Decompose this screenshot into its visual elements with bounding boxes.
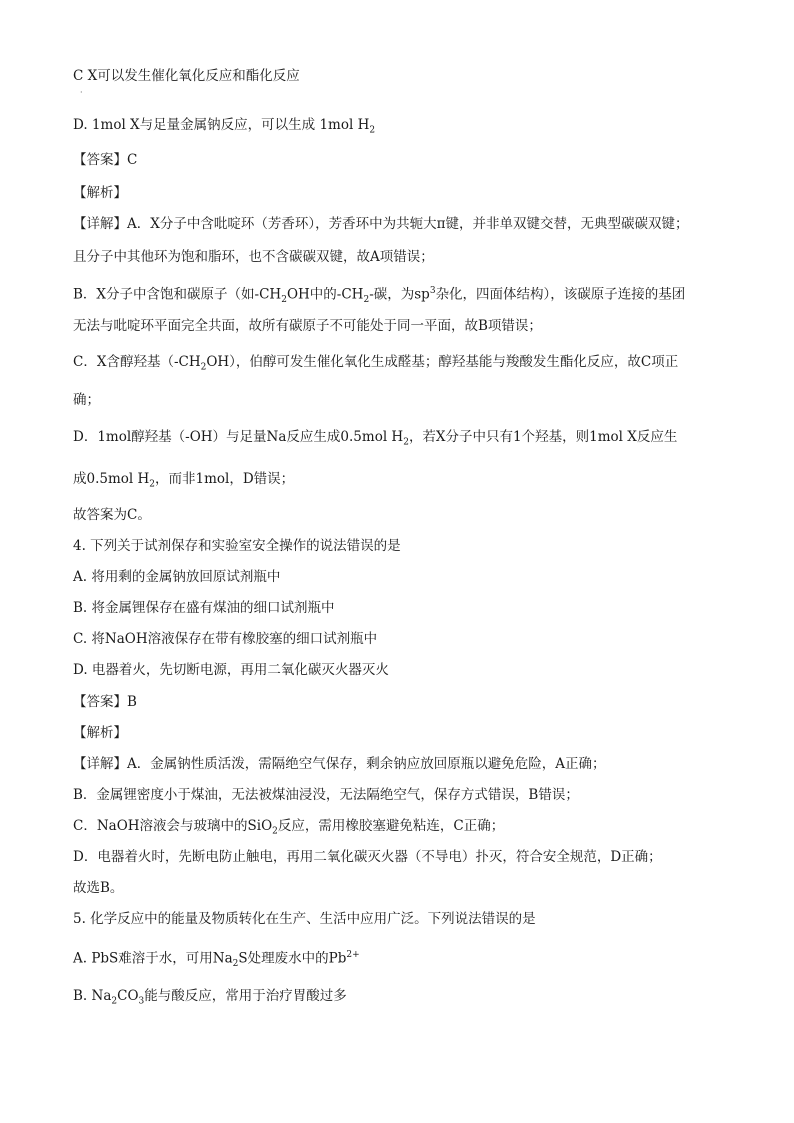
answer-text: 【答案】C	[73, 152, 138, 168]
subscript: 2	[111, 996, 118, 1007]
superscript: 2+	[346, 950, 360, 960]
detail-b-text-4: 杂化，四面体结构），该碳原子连接的基团	[435, 286, 686, 303]
detail-c-cont-text: 确；	[73, 392, 100, 408]
option-c-line	[73, 66, 300, 86]
q4-option-b-text: B. 将金属锂保存在盛有煤油的细口试剂瓶中	[73, 600, 335, 616]
option-c-text: C X可以发生催化氧化反应和酯化反应	[73, 68, 300, 84]
detail-c-cont-line	[73, 390, 100, 410]
analysis-label	[73, 183, 127, 203]
option-d-line	[73, 115, 375, 141]
detail-d-cont-text-2: ，而非1mol，D错误；	[155, 471, 295, 487]
detail-a-cont-text: 且分子中其他环为饱和脂环，也不含碳碳双键，故A项错误；	[73, 249, 434, 265]
q4-option-c-text: C. 将NaOH溶液保存在带有橡胶塞的细口试剂瓶中	[73, 631, 378, 647]
detail2-c-text-2: 反应，需用橡胶塞避免粘连，C正确；	[277, 818, 505, 834]
answer-label-2	[73, 692, 137, 712]
subscript: 2	[272, 826, 278, 837]
question-4-option-c	[73, 629, 377, 649]
detail2-b-text: B．金属锂密度小于煤油，无法被煤油浸没，无法隔绝空气，保存方式错误，B错误；	[73, 787, 579, 803]
conclusion-text: 故答案为C。	[73, 507, 151, 523]
detail-b-text-3: -碳，为sp	[369, 286, 430, 303]
conclusion-line-2	[73, 878, 123, 898]
q4-option-a-text: A. 将用剩的金属钠放回原试剂瓶中	[73, 569, 281, 585]
answer-text-2: 【答案】B	[73, 694, 137, 710]
q5-option-b-text-2: CO	[117, 988, 139, 1004]
detail-d-text-2: ，若X分子中只有1个羟基，则1mol X反应生	[408, 429, 678, 445]
detail-d-text-1: D．1mol醇羟基（-OH）与足量Na反应生成0.5mol H	[73, 429, 404, 445]
q5-option-a-text-2: S处理废水中的Pb	[238, 950, 347, 967]
subscript: 3	[138, 996, 145, 1007]
question-4-option-d	[73, 660, 389, 680]
detail2-b-line	[73, 785, 579, 805]
answer-label	[73, 150, 137, 170]
detail-d-cont-line	[73, 469, 294, 495]
q4-option-d-text: D. 电器着火，先切断电源，再用二氧化碳灭火器灭火	[73, 662, 389, 678]
subscript: 2	[149, 479, 156, 490]
q5-option-a-text-1: A. PbS难溶于水，可用Na	[73, 950, 233, 967]
conclusion-line	[73, 505, 151, 525]
option-d-text: D. 1mol X与足量金属钠反应，可以生成 1mol H	[73, 117, 370, 133]
subscript: 2	[363, 295, 370, 306]
detail2-c-text-1: C．NaOH溶液会与玻璃中的SiO	[73, 818, 273, 834]
detail-a-text: 【详解】A．X分子中含吡啶环（芳香环），芳香环中为共轭大π键，并非单双键交替，无典型碳碳双键；	[73, 216, 689, 232]
detail2-d-line	[73, 847, 662, 867]
question-4-option-b	[73, 598, 335, 618]
conclusion-text-2: 故选B。	[73, 880, 124, 896]
question-5-text: 5. 化学反应中的能量及物质转化在生产、生活中应用广泛。下列说法错误的是	[73, 911, 536, 927]
detail-b-text-2: OH中的-CH	[286, 286, 364, 303]
detail2-c-line	[73, 816, 504, 842]
detail-c-text-2: OH），伯醇可发生催化氧化生成醛基；醇羟基能与羧酸发生酯化反应，故C项正	[206, 354, 679, 370]
bullet-dot: ·	[80, 88, 83, 97]
detail-b-cont-text: 无法与吡啶环平面完全共面，故所有碳原子不可能处于同一平面，故B项错误；	[73, 318, 542, 334]
subscript: 2	[369, 125, 376, 136]
analysis-text: 【解析】	[73, 185, 127, 201]
detail2-a-line	[73, 754, 606, 774]
question-4-option-a	[73, 567, 280, 587]
q5-option-b-text-3: 能与酸反应，常用于治疗胃酸过多	[144, 988, 347, 1004]
question-5-title	[73, 909, 536, 929]
detail-d-cont-text-1: 成0.5mol H	[73, 471, 150, 487]
q5-option-b-text-1: B. Na	[73, 988, 112, 1004]
detail-c-line	[73, 352, 678, 378]
analysis-text-2: 【解析】	[73, 725, 127, 741]
detail-b-cont-line	[73, 316, 542, 336]
subscript: 2	[281, 295, 287, 306]
detail2-d-text: D．电器着火时，先断电防止触电，再用二氧化碳灭火器（不导电）扑灭，符合安全规范，D正确；	[73, 849, 662, 865]
detail-a-cont-line	[73, 247, 434, 267]
detail-b-line	[73, 281, 685, 310]
question-5-option-a	[73, 945, 360, 974]
detail-d-line	[73, 427, 677, 453]
superscript: 3	[429, 286, 436, 296]
subscript: 2	[232, 959, 239, 970]
question-4-text: 4. 下列关于试剂保存和实验室安全操作的说法错误的是	[73, 538, 401, 554]
detail-c-text-1: C．X含醇羟基（-CH	[73, 354, 201, 370]
subscript: 2	[403, 437, 409, 448]
analysis-label-2	[73, 723, 127, 743]
question-4-title	[73, 536, 401, 556]
detail2-a-text: 【详解】A．金属钠性质活泼，需隔绝空气保存，剩余钠应放回原瓶以避免危险，A正确；	[73, 756, 606, 772]
detail-b-text-1: B．X分子中含饱和碳原子（如-CH	[73, 286, 282, 303]
detail-a-line	[73, 214, 688, 234]
subscript: 2	[200, 362, 207, 373]
question-5-option-b	[73, 986, 347, 1012]
